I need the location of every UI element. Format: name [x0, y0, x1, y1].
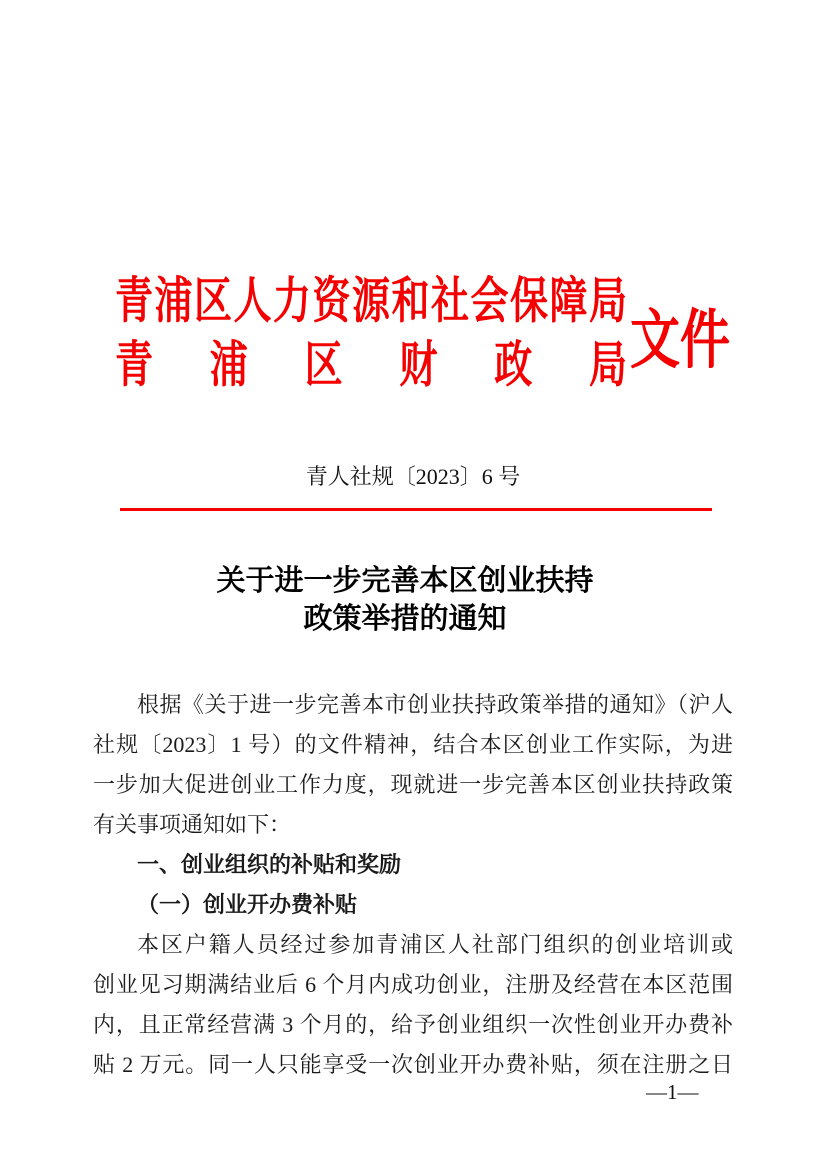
letterhead-agency-line1: 青浦区人力资源和社会保障局	[115, 274, 627, 330]
document-title-line1: 关于进一步完善本区创业扶持	[216, 565, 594, 597]
document-number: 青人社规〔2023〕6 号	[305, 464, 521, 489]
red-separator-line	[120, 508, 712, 511]
document-title-line2: 政策举措的通知	[303, 603, 507, 635]
body-line: 一步加大促进创业工作力度，现就进一步完善本区创业扶持政策	[93, 772, 733, 797]
body-line: 社规〔2023〕1 号）的文件精神，结合本区创业工作实际，为进	[93, 732, 733, 757]
body-line: 创业见习期满结业后 6 个月内成功创业，注册及经营在本区范围	[93, 972, 733, 997]
letterhead-document-suffix: 文件	[630, 304, 730, 376]
body-line: 内，且正常经营满 3 个月的，给予创业组织一次性创业开办费补	[93, 1012, 733, 1037]
page-number: —1—	[646, 1080, 699, 1104]
body-line: 贴 2 万元。同一人只能享受一次创业开办费补贴，须在注册之日	[93, 1052, 733, 1077]
body-line: 根据《关于进一步完善本市创业扶持政策举措的通知》（沪人	[137, 692, 733, 717]
letterhead-agency-line2: 青浦区财政局	[115, 338, 627, 394]
document-title	[82, 562, 728, 638]
section-heading-1: 一、创业组织的补贴和奖励	[137, 852, 402, 877]
body-line: 本区户籍人员经过参加青浦区人社部门组织的创业培训或	[137, 932, 733, 957]
body-line: 有关事项通知如下：	[93, 812, 292, 837]
document-body	[93, 685, 733, 1085]
section-heading-1-1: （一）创业开办费补贴	[137, 892, 358, 917]
